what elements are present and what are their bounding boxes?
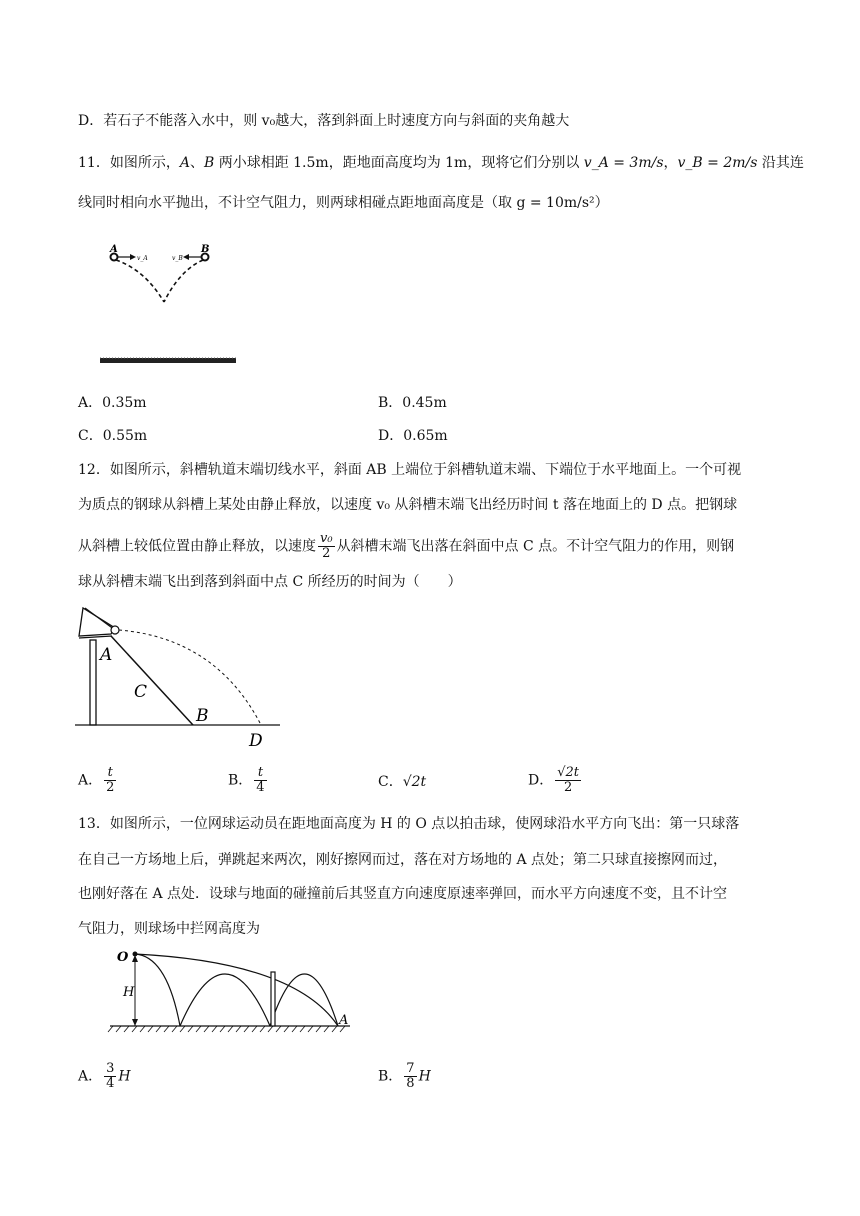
q13-label-o: O	[117, 950, 129, 965]
q13-figure	[105, 942, 355, 1037]
q13-line-3: 也刚好落在 A 点处．设球与地面的碰撞前后其竖直方向速度原速率弹回，而水平方向速度不变，且不计空	[78, 886, 728, 902]
q11-figure	[100, 240, 245, 370]
q11-option-b[interactable]: B．0.45m	[378, 395, 447, 411]
q11-trajectory-a	[116, 260, 164, 302]
q12-label-b: B	[196, 706, 209, 726]
q12-trajectory	[119, 630, 260, 723]
q12-option-c[interactable]: C．√2t	[378, 774, 427, 790]
q11-label-b: B	[201, 244, 210, 255]
q11-label-vb: v_B	[172, 255, 183, 262]
q13-line-4: 气阻力，则球场中拦网高度为	[78, 921, 260, 937]
q11-option-a[interactable]: A．0.35m	[78, 395, 147, 411]
q12-option-d[interactable]: D． $\frac{√2t}{2}$	[528, 765, 580, 795]
q11-trajectory-b	[164, 260, 203, 302]
q11-vb: v_B = 2m/s	[677, 155, 758, 171]
q11-label-va: v_A	[137, 255, 148, 262]
q11-ground	[100, 358, 236, 363]
q11-line-2: 线同时相向水平抛出，不计空气阻力，则两球相碰点距地面高度是（取 g = 10m/s²）	[78, 195, 609, 211]
q13-option-b[interactable]: B． $\frac{7}{8}$ H	[378, 1061, 431, 1091]
q13-line-1: 13．如图所示，一位网球运动员在距地面高度为 H 的 O 点以拍击球，使网球沿水平方向飞出：第一只球落	[78, 816, 740, 832]
q12-support-post	[90, 640, 96, 725]
q13-net	[271, 972, 275, 1026]
q12-line-3: 从斜槽上较低位置由静止释放，以速度 $\frac{\text{v₀}}{2}$ 从斜槽末端飞出落在斜面中点 C 点。不计空气阻力的作用，则钢	[78, 531, 735, 561]
q13-first-ball-arc-1	[135, 954, 180, 1026]
q12-option-a[interactable]: A． $\frac{t}{2}$	[78, 765, 115, 795]
q13-option-a[interactable]: A． $\frac{3}{4}$ H	[78, 1061, 131, 1091]
q12-label-d: D	[249, 731, 263, 750]
q12-option-b[interactable]: B． $\frac{t}{4}$	[228, 765, 265, 795]
q11-label-a: A	[110, 244, 118, 255]
q12-figure	[75, 600, 290, 750]
q13-line-2: 在自己一方场地上后，弹跳起来两次，刚好擦网而过，落在对方场地的 A 点处；第二只球直接擦网而过，	[78, 852, 728, 868]
q10-option-d: D．若石子不能落入水中，则 v₀越大，落到斜面上时速度方向与斜面的夹角越大	[78, 113, 570, 129]
q11-option-d[interactable]: D．0.65m	[378, 428, 448, 444]
q12-incline-ab	[111, 636, 193, 725]
q12-line-4: 球从斜槽末端飞出到落到斜面中点 C 所经历的时间为（ ）	[78, 574, 462, 590]
q11-line-1: 11．如图所示，A、B 两小球相距 1.5m，距地面高度均为 1m，现将它们分别以 v_A = 3m/s，v_B = 2m/s 沿其连	[78, 155, 804, 171]
q13-label-a: A	[339, 1013, 349, 1028]
q11-option-c[interactable]: C．0.55m	[78, 428, 148, 444]
q13-label-h: H	[123, 985, 135, 1000]
q12-line-1: 12．如图所示，斜槽轨道末端切线水平，斜面 AB 上端位于斜槽轨道末端、下端位于水平地面上。一个可视	[78, 462, 742, 478]
q12-label-a: A	[100, 645, 113, 665]
q12-chute	[79, 608, 115, 636]
q13-first-ball-arc-2	[180, 974, 270, 1026]
q11-va: v_A = 3m/s	[583, 155, 664, 171]
q12-fraction-v0-2: $\frac{\text{v₀}}{2}$	[320, 531, 333, 561]
q12-label-c: C	[134, 682, 148, 702]
q12-steel-ball	[111, 626, 119, 634]
q13-second-ball-trajectory	[135, 954, 338, 1026]
q12-line-2: 为质点的钢球从斜槽上某处由静止释放，以速度 v₀ 从斜槽末端飞出经历时间 t 落在地面上的 D 点。把钢球	[78, 497, 738, 513]
